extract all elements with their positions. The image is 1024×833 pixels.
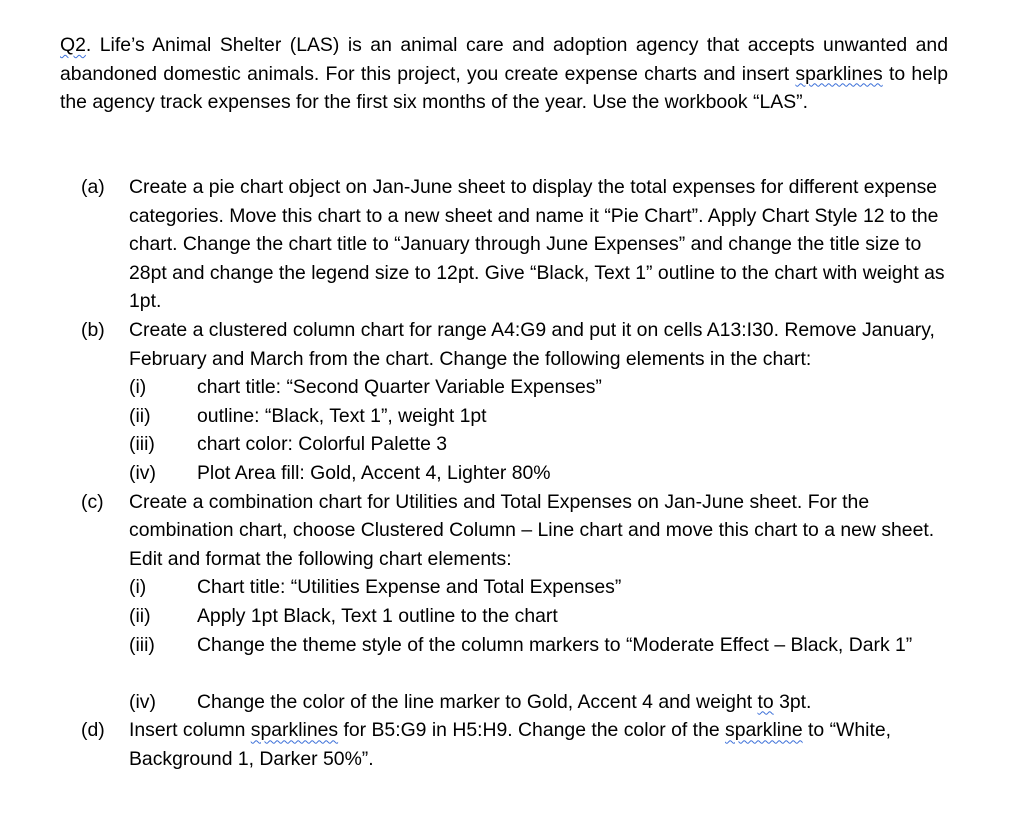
sub-text: Plot Area fill: Gold, Accent 4, Lighter 80%: [197, 461, 551, 484]
task-b-label: (b): [81, 318, 105, 341]
task-b-text: Create a clustered column chart for range A4:G9 and put it on cells A13:I30. Remove January, February and March from the chart. Change the following elements in the chart:: [129, 318, 935, 370]
sub-iv-text: Change the color of the line marker to Gold, Accent 4 and weight: [197, 690, 758, 713]
task-c-text: Create a combination chart for Utilities and Total Expenses on Jan-June sheet. For the combination chart, choose Clustered Column – Line chart and move this chart to a new sheet. Edit and format the following chart elements:: [129, 490, 935, 570]
sub-label: (i): [129, 376, 147, 399]
task-a-text: Create a pie chart object on Jan-June sheet to display the total expenses for different expense categories. Move this chart to a new sheet and name it “Pie Chart”. Apply Chart Style 12 to the chart. Change the chart title to “January through June Expenses” and change the title size to 28pt and change the legend size to 12pt. Give “Black, Text 1” outline to the chart with weight as 1pt.: [129, 176, 945, 313]
task-c-sub-i: [129, 573, 951, 602]
spellcheck-word-to: to: [757, 690, 774, 713]
question-number: Q2: [60, 34, 86, 56]
spellcheck-word-sparklines: sparklines: [250, 719, 339, 742]
task-d-text-1: Insert column: [129, 719, 251, 742]
task-c-sub-ii: [129, 602, 951, 631]
sub-iv-text-end: 3pt.: [773, 690, 812, 713]
sub-label: (iv): [129, 461, 156, 484]
task-c-label: (c): [81, 490, 104, 513]
task-d: [81, 716, 951, 773]
task-d-label: (d): [81, 719, 105, 742]
task-a-label: (a): [81, 176, 105, 198]
sub-text: [197, 688, 951, 717]
task-c-body: [129, 488, 951, 717]
task-b-body: [129, 316, 951, 488]
sub-text: outline: “Black, Text 1”, weight 1pt: [197, 404, 487, 427]
task-list: [81, 173, 951, 773]
task-b-sub-i: [129, 373, 951, 402]
task-c-sub-iii: [129, 631, 951, 660]
sub-label: (iii): [129, 633, 155, 656]
blank-line: [129, 659, 951, 688]
sub-text: Change the theme style of the column markers to “Moderate Effect – Black, Dark 1”: [197, 633, 913, 656]
task-c: [81, 488, 951, 717]
sub-label: (ii): [129, 604, 151, 627]
intro-text: . Life’s Animal Shelter (LAS) is an animal care and adoption agency that accepts unwanted and abandoned domestic animals. For this project, you create expense charts and insert: [60, 34, 948, 85]
sub-label: (iii): [129, 433, 155, 456]
question-intro: [60, 31, 948, 117]
spellcheck-word-sparkline: sparkline: [725, 719, 803, 742]
task-b-sub-iv: [129, 459, 951, 488]
sub-text: Chart title: “Utilities Expense and Total Expenses”: [197, 576, 622, 599]
task-d-text: [129, 716, 951, 773]
sub-text: chart title: “Second Quarter Variable Expenses”: [197, 376, 602, 399]
task-a: [81, 173, 951, 316]
sub-text: chart color: Colorful Palette 3: [197, 433, 448, 456]
sub-text: Apply 1pt Black, Text 1 outline to the chart: [197, 604, 558, 627]
sub-label: (iv): [129, 690, 156, 713]
task-b-sub-ii: [129, 402, 951, 431]
task-d-text-2: for B5:G9 in H5:H9. Change the color of the: [338, 719, 726, 742]
sub-label: (ii): [129, 404, 151, 427]
intro-text-continued: to help the agency track expenses for the first six months of the year. Use the workbook “LAS”.: [60, 62, 948, 114]
sub-label: (i): [129, 576, 147, 599]
spellcheck-word-sparklines: sparklines: [795, 62, 883, 85]
task-d-text-3: to “White, Background 1, Darker 50%”.: [129, 719, 891, 770]
task-c-sub-iv: [129, 688, 951, 717]
task-b-sub-iii: [129, 430, 951, 459]
task-b: [81, 316, 951, 488]
